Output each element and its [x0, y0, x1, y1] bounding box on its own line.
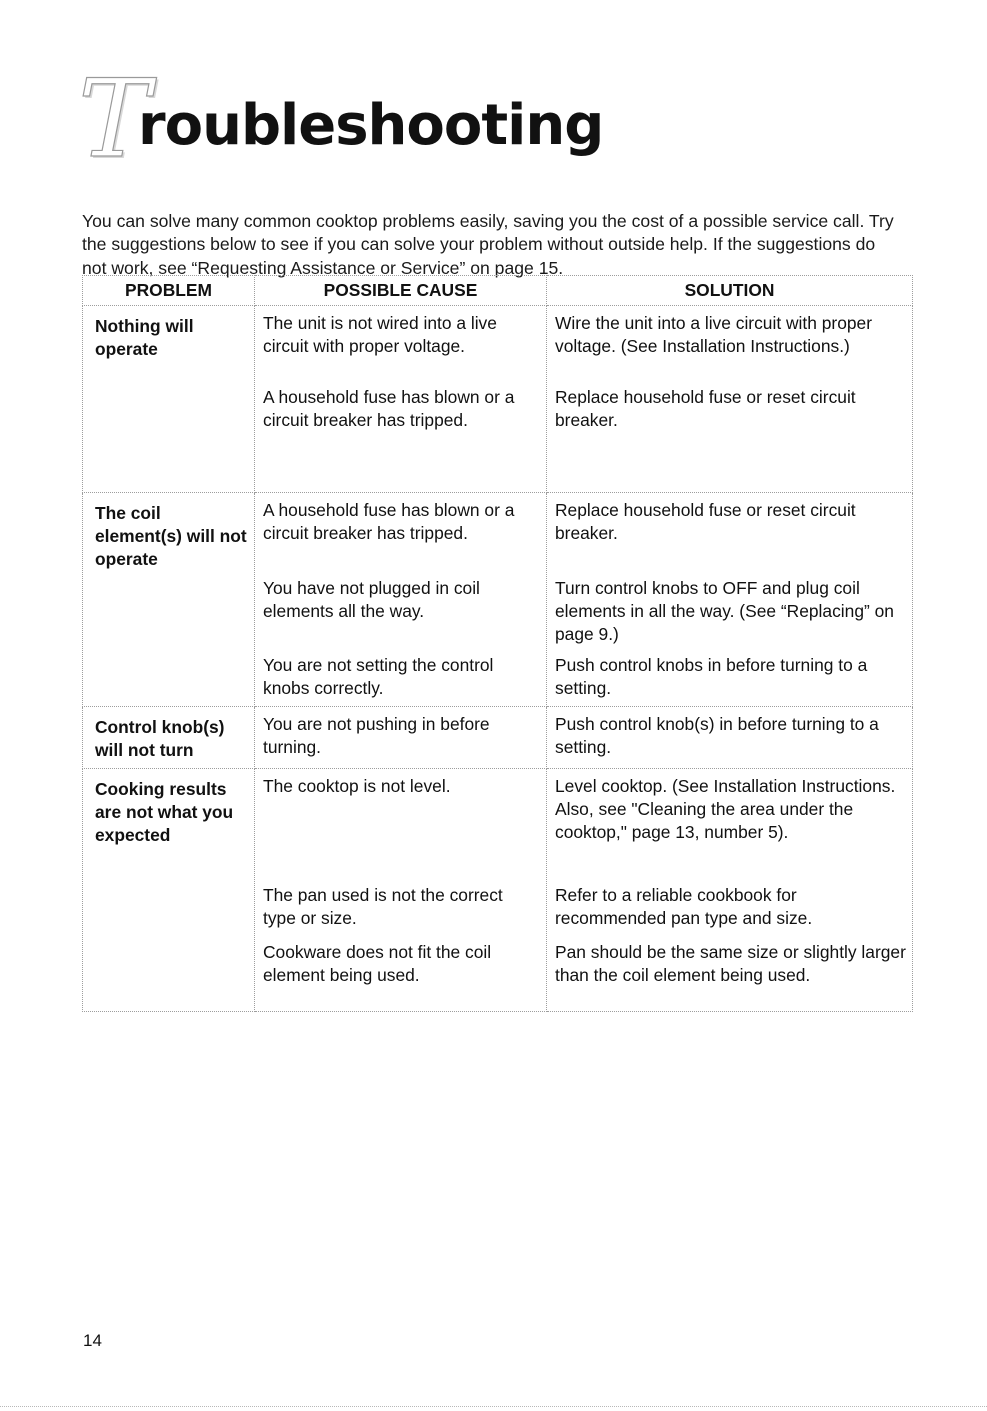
table-row [83, 707, 913, 769]
cause-cell [255, 769, 547, 1012]
cause-entry: A household fuse has blown or a circuit breaker has tripped. [263, 387, 515, 430]
cause-entry: The unit is not wired into a live circuit with proper voltage. [263, 313, 497, 356]
solution-entry: Refer to a reliable cookbook for recommended pan type and size. [555, 885, 813, 928]
table-row [83, 769, 913, 1012]
solution-cell [547, 306, 913, 493]
solution-cell [547, 769, 913, 1012]
cause-cell [255, 707, 547, 769]
page-title [78, 57, 778, 182]
solution-entry: Level cooktop. (See Installation Instructions. Also, see "Cleaning the area under the cooktop," page 13, number 5). [555, 776, 896, 842]
cause-entry: You have not plugged in coil elements all the way. [263, 578, 480, 621]
solution-cell [547, 707, 913, 769]
header-possible-cause: POSSIBLE CAUSE [255, 276, 547, 306]
cause-cell [255, 493, 547, 707]
solution-entry: Wire the unit into a live circuit with proper voltage. (See Installation Instructions.) [555, 313, 873, 356]
bottom-divider [0, 1406, 987, 1407]
solution-entry: Turn control knobs to OFF and plug coil elements in all the way. (See “Replacing” on page 9.) [555, 578, 894, 644]
solution-entry: Replace household fuse or reset circuit breaker. [555, 500, 856, 543]
table-row [83, 493, 913, 707]
title-decorative-initial: T [78, 57, 151, 182]
cause-entry: A household fuse has blown or a circuit breaker has tripped. [263, 500, 515, 543]
intro-paragraph: You can solve many common cooktop problems easily, saving you the cost of a possible service call. Try the suggestions below to see if you can solve your problem without outside help. If the suggestions do not work, see “Requesting Assistance or Service” on page 15. [82, 210, 894, 278]
solution-cell [547, 493, 913, 707]
cause-entry: Cookware does not fit the coil element being used. [263, 942, 492, 985]
problem-cell: Control knob(s) will not turn [83, 707, 255, 769]
problem-cell: Cooking results are not what you expected [83, 769, 255, 1012]
header-solution: SOLUTION [547, 276, 913, 306]
cause-cell [255, 306, 547, 493]
troubleshooting-table [82, 275, 913, 1012]
cause-entry: The pan used is not the correct type or size. [263, 885, 503, 928]
solution-entry: Replace household fuse or reset circuit breaker. [555, 387, 856, 430]
cause-entry: You are not pushing in before turning. [263, 714, 490, 757]
cause-entry: You are not setting the control knobs correctly. [263, 655, 494, 698]
problem-cell: Nothing will operate [83, 306, 255, 493]
title-text: roubleshooting [138, 93, 604, 158]
table-header-row [83, 276, 913, 306]
solution-entry: Push control knobs in before turning to a setting. [555, 655, 868, 698]
problem-cell: The coil element(s) will not operate [83, 493, 255, 707]
page-number: 14 [83, 1331, 102, 1350]
solution-entry: Pan should be the same size or slightly larger than the coil element being used. [555, 942, 906, 985]
cause-entry: The cooktop is not level. [263, 776, 451, 796]
table-row [83, 306, 913, 493]
solution-entry: Push control knob(s) in before turning to a setting. [555, 714, 879, 757]
header-problem: PROBLEM [83, 276, 255, 306]
